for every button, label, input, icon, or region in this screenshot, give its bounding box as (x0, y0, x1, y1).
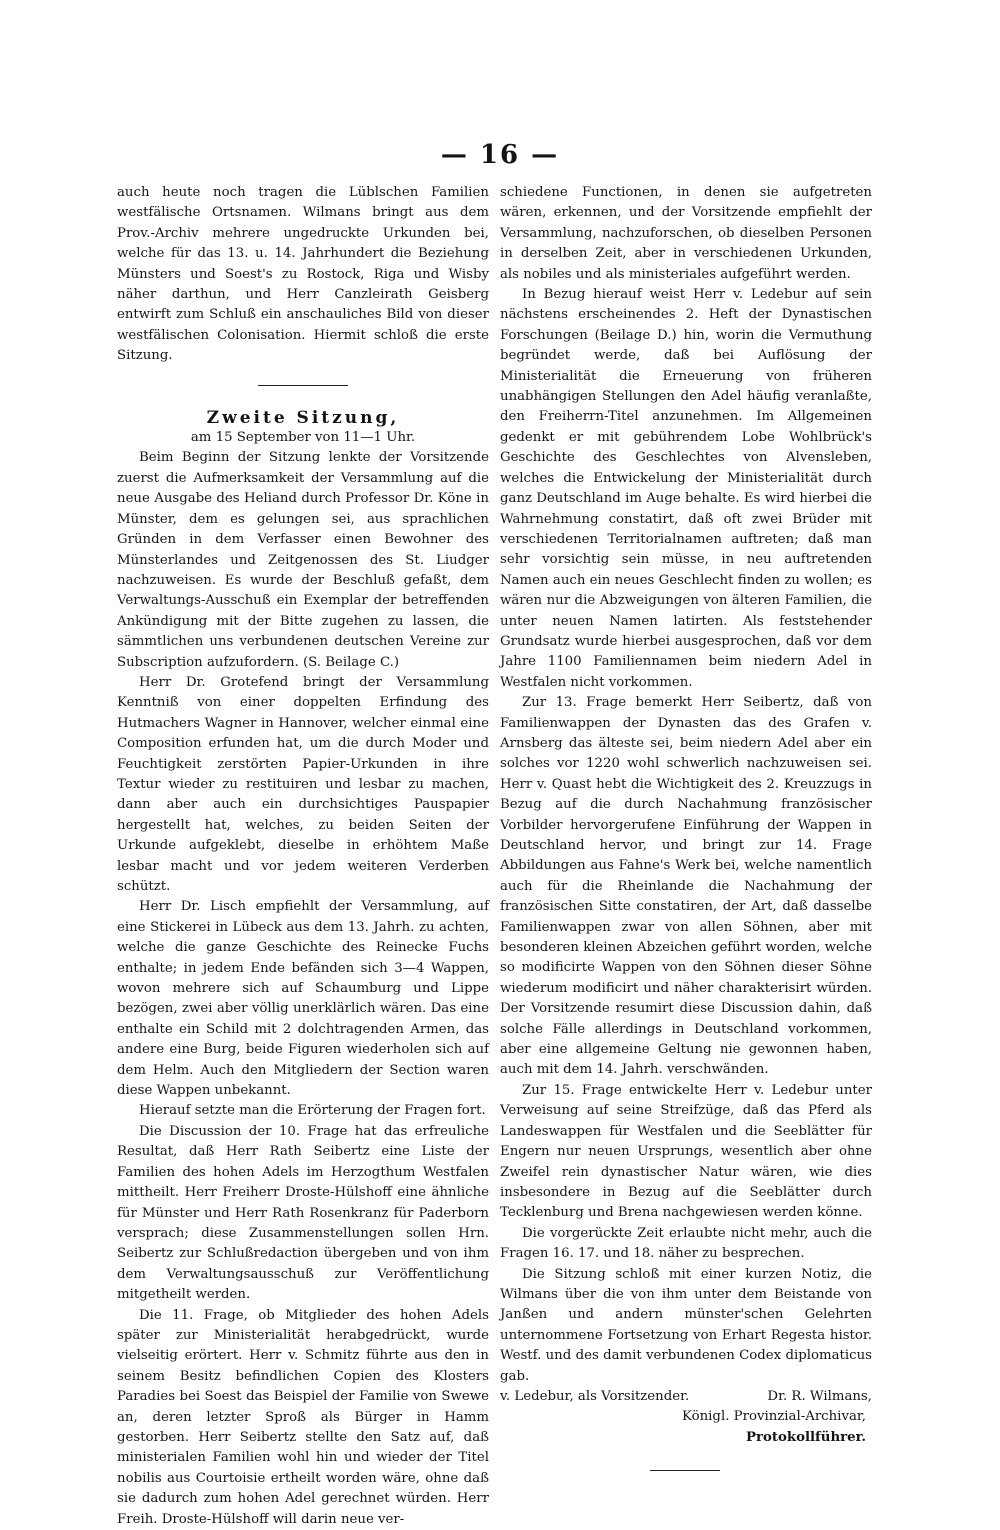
intro-paragraph: auch heute noch tragen die Lüblschen Familien westfälische Ortsnamen. Wilmans bringt aus dem Prov.-Archiv mehrere ungedruckte Urkunden bei, welche für das 13. u. 14. Jahrhundert die Beziehung Münsters und Soest's zu Rostock, Riga und Wisby näher darthun, und Herr Canzleirath Geisberg entwirft zum Schluß ein anschauliches Bild von dieser westfälischen Colonisation. Hiermit schloß die erste Sitzung. (117, 185, 489, 364)
left-column (117, 183, 489, 1530)
paragraph: Zur 15. Frage entwickelte Herr v. Ledebur unter Verweisung auf seine Streifzüge, daß das Pferd als Landeswappen für Westfalen und die Seeblätter für Engern nur neuen Ursprungs, wesentlich aber ohne Zweifel rein dynastischer Natur wären, wie dies insbesondere in Bezug auf die Seeblätter durch Tecklenburg und Brena nachgewiesen werden könne. (500, 1082, 872, 1221)
page-number: — 16 — (440, 140, 560, 170)
paragraph: In Bezug hierauf weist Herr v. Ledebur auf sein nächstens erscheinendes 2. Heft der Dynastischen Forschungen (Beilage D.) hin, worin die Vermuthung begründet werde, daß bei Auflösung der Ministerialität die Erneuerung von früheren unabhängigen Stellungen den Adel häufig veranlaßte, den Freiherrn-Titel anzunehmen. Im Allgemeinen gedenkt er mit gebührendem Lobe Wohlbrück's Geschichte des Geschlechtes von Alvensleben, welches die Entwickelung der Ministerialität durch ganz Deutschland im Auge behalte. Es wird hierbei die Wahrnehmung constatirt, daß oft zwei Brüder mit verschiedenen Territorialnamen auftreten; daß man sehr vorsichtig sein müsse, in neu auftretenden Namen auch ein neues Geschlecht finden zu wollen; es wären nur die Abzweigungen von älteren Familien, die unter neuen Namen latirten. Als feststehender Grundsatz wurde hierbei ausgesprochen, daß vor dem Jahre 1100 Familiennamen beim niedern Adel in Westfalen nicht vorkommen. (500, 287, 872, 690)
chair-signature: v. Ledebur, als Vorsitzender. (500, 1388, 690, 1404)
paragraph: Die Discussion der 10. Frage hat das erfreuliche Resultat, daß Herr Rath Seibertz eine Liste der Familien des hohen Adels im Herzogthum Westfalen mittheilt. Herr Freiherr Droste-Hülshoff eine ähnliche für Münster und Herr Rath Rosenkranz für Paderborn versprach; diese Zusammenstellungen sollen Hrn. Seibertz zur Schlußredaction übergeben und von ihm dem Verwaltungsausschuß zur Veröffentlichung mitgetheilt werden. (117, 1123, 489, 1303)
secretary-title: Königl. Provinzial-Archivar, (682, 1409, 866, 1425)
section-title: Zweite Sitzung, (206, 407, 400, 428)
secretary-role: Protokollführer. (745, 1429, 866, 1445)
paragraph: Beim Beginn der Sitzung lenkte der Vorsitzende zuerst die Aufmerksamkeit der Versammlung auf die neue Ausgabe des Heliand durch Professor Dr. Köne in Münster, dem es gelungen sei, aus sprachlichen Gründen in dem Verfasser einen Bewohner des Münsterlandes und Zeitgenossen des St. Liudger nachzuweisen. Es wurde der Beschluß gefaßt, dem Verwaltungs-Ausschuß ein Exemplar der betreffenden Ankündigung mit der Bitte zugehen zu lassen, die sämmtlichen uns verbundenen deutschen Vereine zur Subscription aufzufordern. (S. Beilage C.) (117, 450, 489, 670)
paragraph: Herr Dr. Grotefend bringt der Versammlung Kenntniß von einer doppelten Erfindung des Hutmachers Wagner in Hannover, welcher einmal eine Composition erfunden hat, um die durch Moder und Feuchtigkeit zerstörten Papier-Urkunden in ihre Textur wieder zu restituiren und lesbar zu machen, dann aber auch ein durchsichtiges Pauspapier hergestellt hat, welches, zu beiden Seiten der Urkunde aufgeklebt, dieselbe in erhöhtem Maße lesbar macht und vor jedem weiteren Verderben schützt. (117, 674, 489, 894)
paragraph: Die Sitzung schloß mit einer kurzen Notiz, die Wilmans über die von ihm unter dem Beistande von Janßen und andern münster'schen Gelehrten unternommene Fortsetzung von Erhart Regesta histor. Westf. und des damit verbundenen Codex diplomaticus gab. (500, 1266, 872, 1384)
section-subtitle: am 15 September von 11—1 Uhr. (190, 430, 416, 446)
secretary-signature: Dr. R. Wilmans, (767, 1388, 872, 1404)
paragraph: Zur 13. Frage bemerkt Herr Seibertz, daß von Familienwappen der Dynasten das des Grafen v. Arnsberg das älteste sei, beim niedern Adel aber ein solches vor 1220 wohl schwerlich nachzuweisen sei. Herr v. Quast hebt die Wichtigkeit des 2. Kreuzzugs in Bezug auf die durch Nachahmung französischer Vorbilder hervorgerufene Einführung der Wappen in Deutschland hervor, und bringt zur 14. Frage Abbildungen aus Fahne's Werk bei, welche namentlich auch für die Rheinlande die Nachahmung der französischen Sitte constatiren, der Art, daß dasselbe Familienwappen zwar von allen Söhnen, aber mit besonderen kleinen Abzeichen geführt worden, welche so modificirte Wappen von den Söhnen dieser Söhne wiederum modificirt und näher charakterisirt würden. Der Vorsitzende resumirt diese Discussion dahin, daß solche Fälle allerdings in Deutschland vorkommen, aber eine allgemeine Geltung nie gewonnen haben, auch mit dem 14. Jahrh. verschwänden. (500, 695, 872, 1078)
paragraph: schiedene Functionen, in denen sie aufgetreten wären, erkennen, und der Vorsitzende empfiehlt der Versammlung, nachzuforschen, ob dieselben Personen in derselben Zeit, aber in verschiedenen Urkunden, als nobiles und als ministeriales aufgeführt werden. (500, 185, 872, 282)
paragraph: Die vorgerückte Zeit erlaubte nicht mehr, auch die Fragen 16. 17. und 18. näher zu besprechen. (500, 1225, 872, 1262)
paragraph: Die 11. Frage, ob Mitglieder des hohen Adels später zur Ministerialität herabgedrückt, wurde vielseitig erörtert. Herr v. Schmitz führte aus den in seinem Besitz befindlichen Copien des Klosters Paradies bei Soest das Beispiel der Familie von Swewe an, deren letzter Sproß als Bürger in Hamm gestorben. Herr Seibertz stellte den Satz auf, daß ministerialen Familien wohl hin und wieder der Titel nobilis aus Courtoisie ertheilt worden wäre, ohne daß sie dadurch zum hohen Adel gerechnet würden. Herr Freih. Droste-Hülshoff will darin neue ver- (117, 1307, 489, 1527)
paragraph: Herr Dr. Lisch empfiehlt der Versammlung, auf eine Stickerei in Lübeck aus dem 13. Jahrh. zu achten, welche die ganze Geschichte des Reinecke Fuchs enthalte; in jedem Ende befänden sich 3—4 Wappen, wovon mehrere sich auf Schaumburg und Lippe bezögen, zwei aber völlig unerklärlich wären. Das eine enthalte ein Schild mit 2 dolchtragenden Armen, das andere eine Burg, beide Figuren wiederholen sich auf dem Helm. Auch den Mitgliedern der Section waren diese Wappen unbekannt. (117, 899, 489, 1099)
signature-line (500, 1387, 872, 1407)
paragraph: Hierauf setzte man die Erörterung der Fragen fort. (139, 1103, 486, 1119)
end-divider (650, 1470, 720, 1471)
right-column (500, 183, 872, 1493)
section-divider (258, 385, 348, 386)
